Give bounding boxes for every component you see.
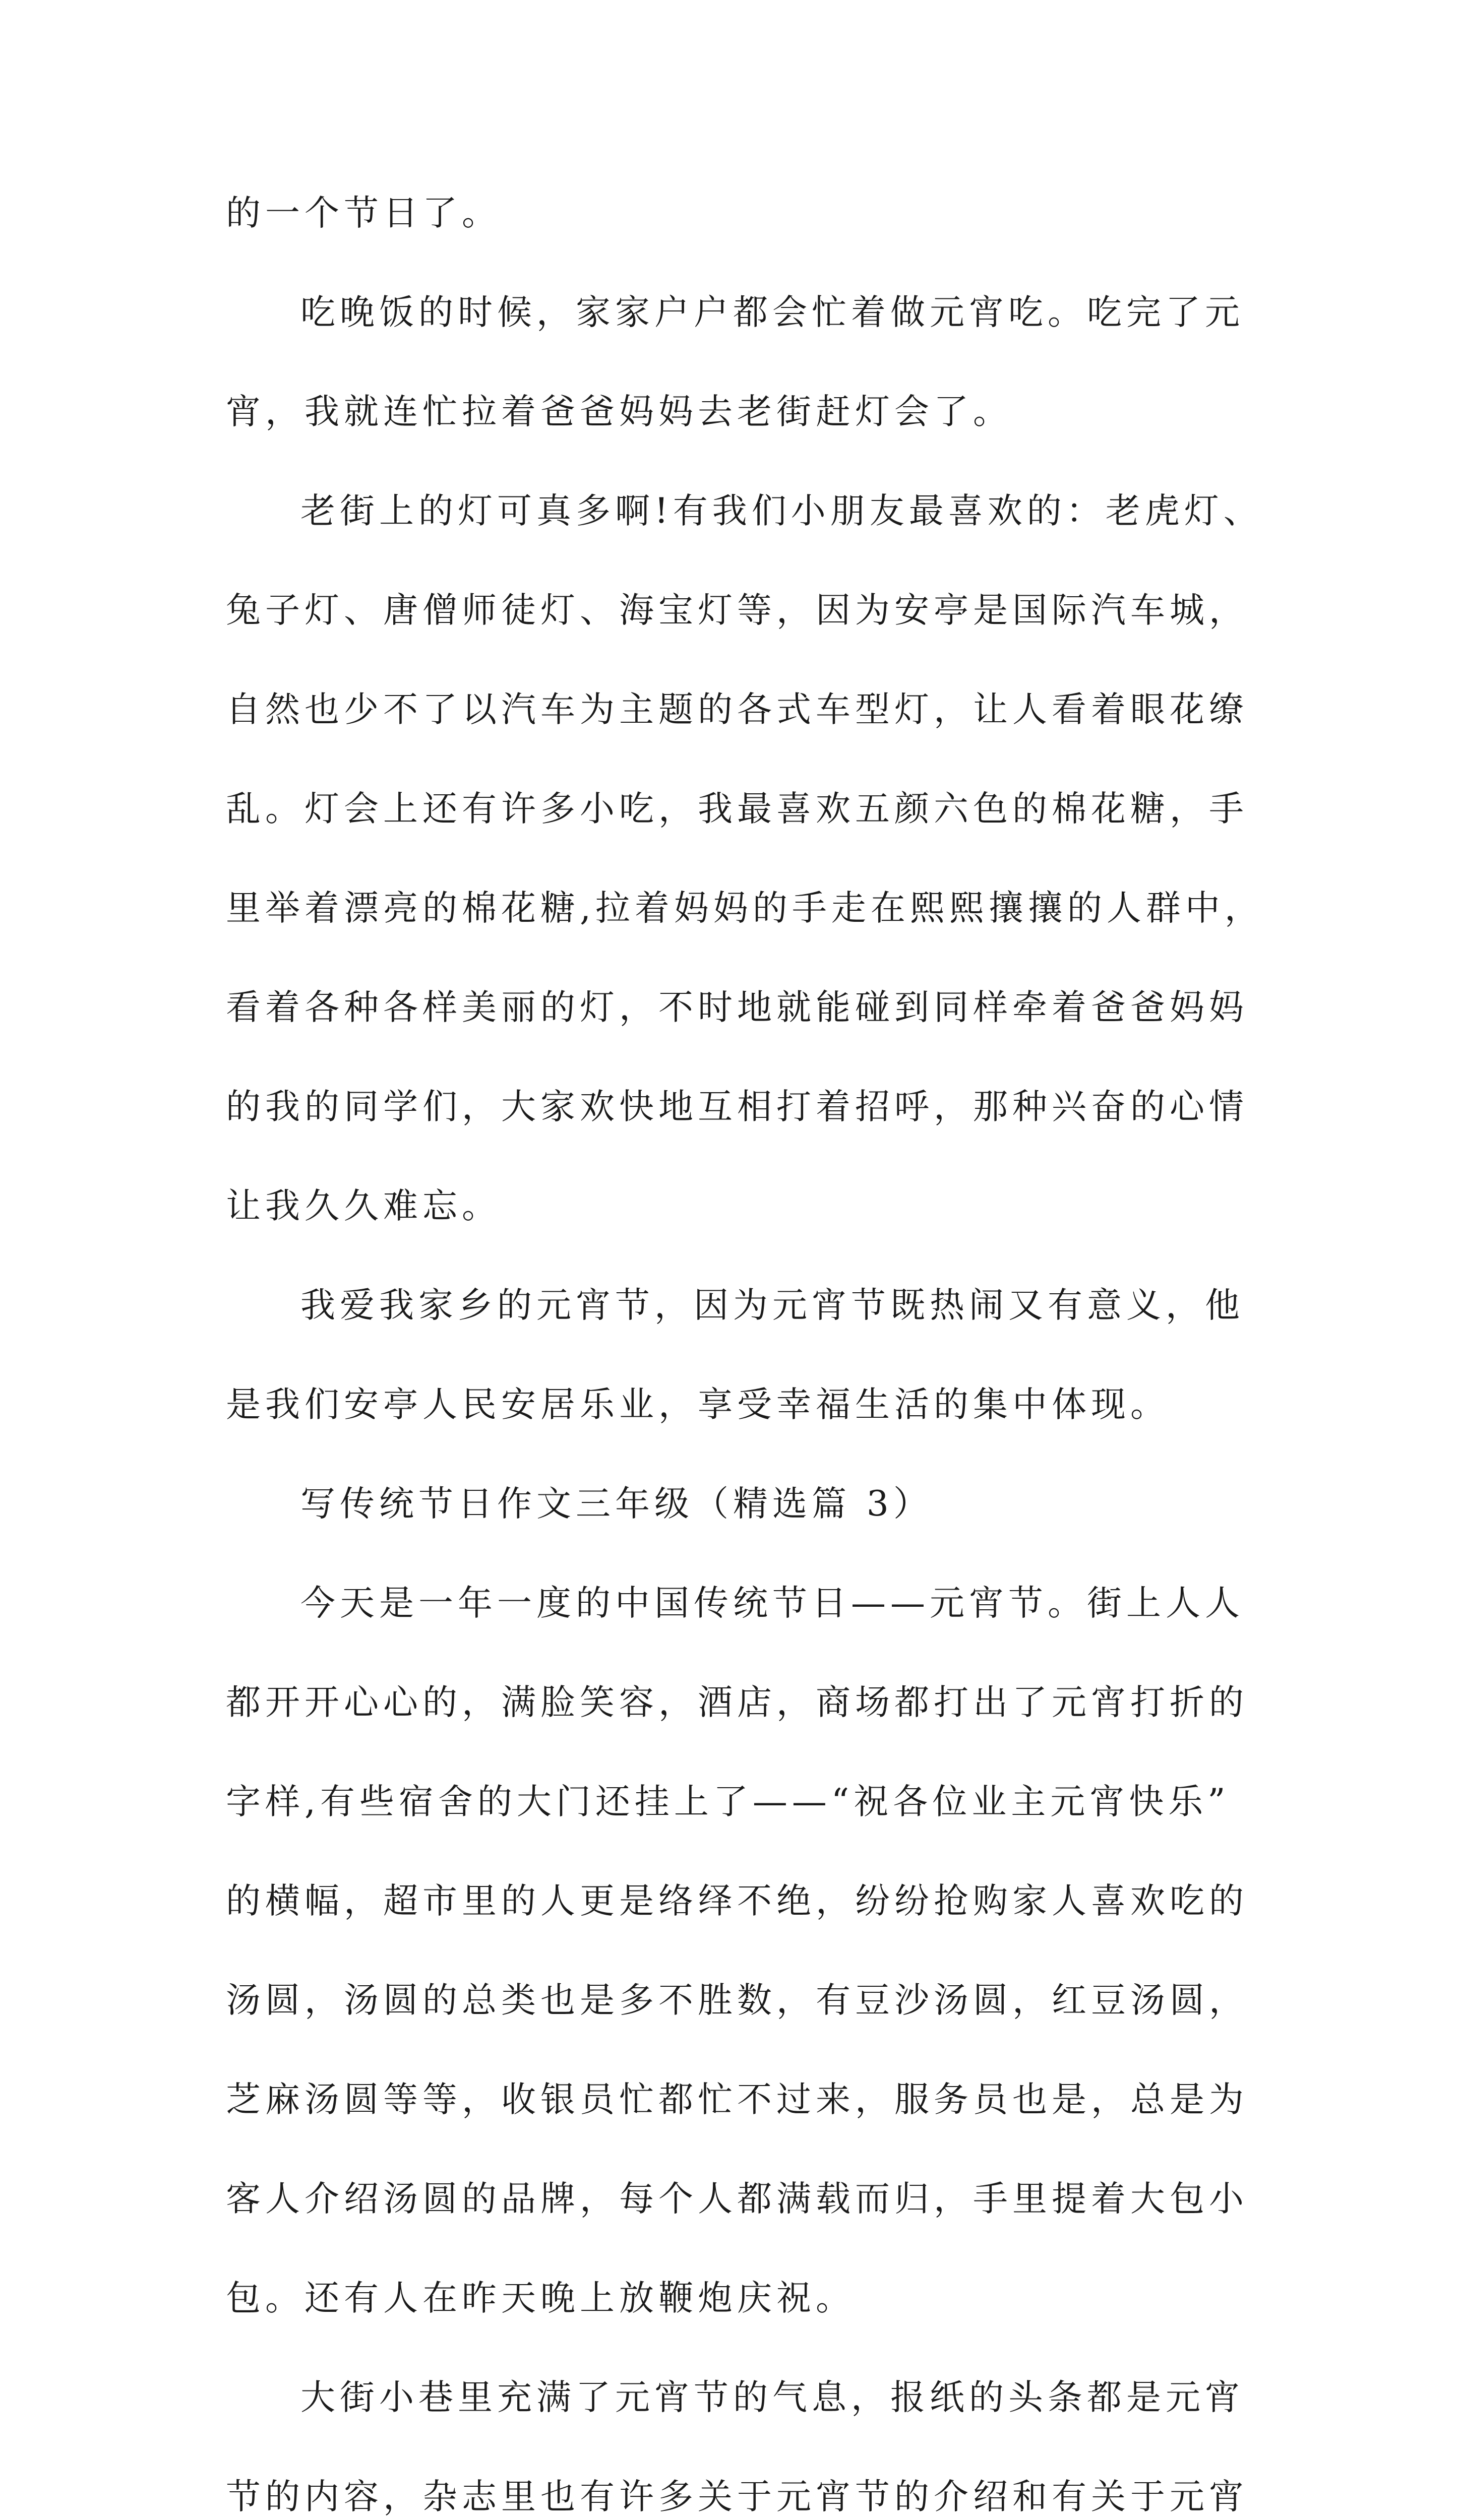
text-line: 都开开心心的，满脸笑容，酒店，商场都打出了元宵打折的 [226, 1682, 1248, 1723]
text-line: 宵，我就连忙拉着爸爸妈妈去老街赶灯会了。 [226, 392, 1012, 432]
text-line: 是我们安亭人民安居乐业，享受幸福生活的集中体现。 [226, 1384, 1170, 1425]
document-body [226, 164, 1264, 2520]
text-line: 的一个节日了。 [226, 193, 501, 233]
text-line: 的我的同学们，大家欢快地互相打着招呼，那种兴奋的心情 [226, 1087, 1248, 1127]
text-line: 今天是一年一度的中国传统节日——元宵节。街上人人 [300, 1583, 1244, 1623]
text-line: 芝麻汤圆等等，收银员忙都忙不过来，服务员也是，总是为 [226, 2080, 1248, 2120]
text-line: 节的内容，杂志里也有许多关于元宵节的介绍和有关于元宵 [226, 2477, 1248, 2517]
text-line: 兔子灯、唐僧师徒灯、海宝灯等，因为安亭是国际汽车城， [226, 590, 1248, 631]
text-line: 看着各种各样美丽的灯，不时地就能碰到同样牵着爸爸妈妈 [226, 987, 1248, 1028]
text-line: 大街小巷里充满了元宵节的气息，报纸的头条都是元宵 [300, 2377, 1244, 2418]
text-line: 包。还有人在昨天晚上放鞭炮庆祝。 [226, 2278, 855, 2318]
text-line: 汤圆，汤圆的总类也是多不胜数，有豆沙汤圆，红豆汤圆， [226, 1980, 1248, 2021]
text-line: 字样,有些宿舍的大门还挂上了——“祝各位业主元宵快乐” [226, 1782, 1230, 1822]
text-line: 老街上的灯可真多啊!有我们小朋友最喜欢的：老虎灯、 [300, 491, 1263, 531]
text-line: 让我久久难忘。 [226, 1186, 501, 1226]
text-line: 我爱我家乡的元宵节，因为元宵节既热闹又有意义，他 [300, 1285, 1244, 1326]
text-line: 自然也少不了以汽车为主题的各式车型灯，让人看着眼花缭 [226, 689, 1248, 730]
text-line: 乱。灯会上还有许多小吃，我最喜欢五颜六色的棉花糖，手 [226, 789, 1248, 829]
section-heading: 写传统节日作文三年级（精选篇 3） [300, 1484, 933, 1524]
text-line: 吃晚饭的时候，家家户户都会忙着做元宵吃。吃完了元 [300, 292, 1244, 333]
text-line: 客人介绍汤圆的品牌，每个人都满载而归，手里提着大包小 [226, 2179, 1248, 2219]
text-line: 里举着漂亮的棉花糖,拉着妈妈的手走在熙熙攘攘的人群中， [226, 888, 1264, 928]
text-line: 的横幅，超市里的人更是络绎不绝，纷纷抢购家人喜欢吃的 [226, 1881, 1248, 1921]
